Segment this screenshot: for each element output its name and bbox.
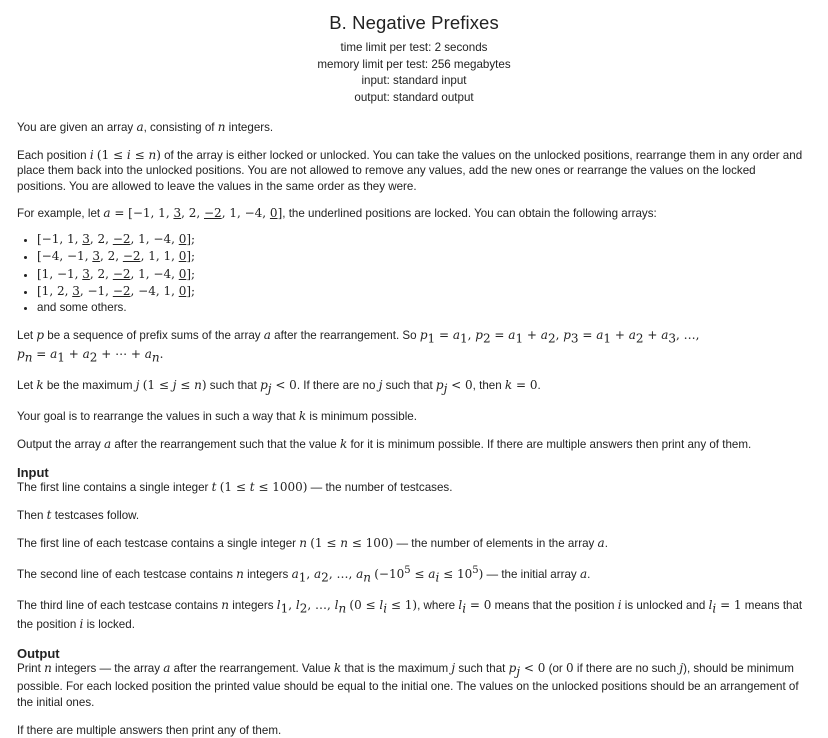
input-line-2: Then t testcases follow. — [17, 507, 140, 522]
problem-title: B. Negative Prefixes — [329, 12, 499, 33]
input-spec: input: standard input — [361, 74, 467, 87]
input-line-3: The first line of each testcase contains a single integer n (1 ≤ n ≤ 100) — the number of elements in the array a. — [17, 535, 608, 550]
input-line-4: The second line of each testcase contains n integers $a_1$, $a_2$, …, $a_n$ $(-10^5 \le a_i \le 10^5)$ — the initial array a. — [17, 565, 591, 585]
output-line-2: If there are multiple answers then print any of them. — [17, 723, 282, 737]
problem-statement — [17, 120, 806, 738]
output-line-1: Print n integers — the array a after the rearrangement. Value k that is the maximum j such that $p_j < 0$ (or 0 if there are no such j), should be minimum possible. For each locked position the printed value should be equal to the initial one. The values on the unlocked positions should be an arrangement of the initial ones. — [17, 660, 799, 710]
input-line-1: The first line contains a single integer t (1 ≤ t ≤ 1000) — the number of testcases. — [17, 480, 453, 495]
example-arrays-list — [17, 231, 806, 316]
statement-paragraph-1: You are given an array a, consisting of n integers. — [17, 120, 274, 134]
input-line-5: The third line of each testcase contains n integers $l_1$, $l_2$, …, $l_n$ $(0 \le l_i \le 1)$, where $l_i = 0$ means that the position i is unlocked and $l_i = 1$ means that the position i is locked. — [17, 598, 803, 631]
list-item: • [1, −1, 3, 2, −2, 1, −4, 0]; — [37, 266, 806, 283]
output-spec: output: standard output — [354, 90, 474, 104]
memory-limit: memory limit per test: 256 megabytes — [317, 57, 511, 71]
list-item: • [−4, −1, 3, 2, −2, 1, 1, 0]; — [37, 248, 806, 265]
problem-header — [0, 0, 828, 106]
statement-paragraph-2: Each position i (1 ≤ i ≤ n) of the array is either locked or unlocked. You can take the values on the unlocked positions, rearrange them in any order and place them back into the unlocked positions. You are not allowed to remove any values, add the new ones or rearrange the values on the locked positions. You are allowed to leave the values in the same order as they were. — [17, 147, 803, 193]
statement-paragraph-4: Let p be a sequence of prefix sums of the array a after the rearrangement. So $p_1 = a_1$, $p_2 = a_1 + a_2$, $p_3 = a_1 + a_2 + a_3$, …, $p_n = a_1 + a_2$ + ⋯ + $a_n$. — [17, 328, 700, 365]
statement-paragraph-6: Your goal is to rearrange the values in such a way that k is minimum possible. — [17, 409, 417, 424]
list-item: • [−1, 1, 3, 2, −2, 1, −4, 0]; — [37, 231, 806, 248]
list-item: • and some others. — [37, 300, 806, 316]
input-heading: Input — [17, 465, 49, 481]
statement-paragraph-5: Let k be the maximum j (1 ≤ j ≤ n) such that $p_j < 0$. If there are no j such that $p_j < 0$, then k = 0. — [17, 378, 541, 396]
output-heading: Output — [17, 645, 60, 661]
list-item: • [1, 2, 3, −1, −2, −4, 1, 0]; — [37, 283, 806, 300]
statement-paragraph-3: For example, let a = [−1, 1, 3, 2, −2, 1, −4, 0], the underlined positions are locked. You can obtain the following arrays: — [17, 206, 657, 221]
statement-paragraph-7: Output the array a after the rearrangement such that the value k for it is minimum possible. If there are multiple answers then print any of them. — [17, 436, 752, 451]
time-limit: time limit per test: 2 seconds — [340, 41, 488, 54]
